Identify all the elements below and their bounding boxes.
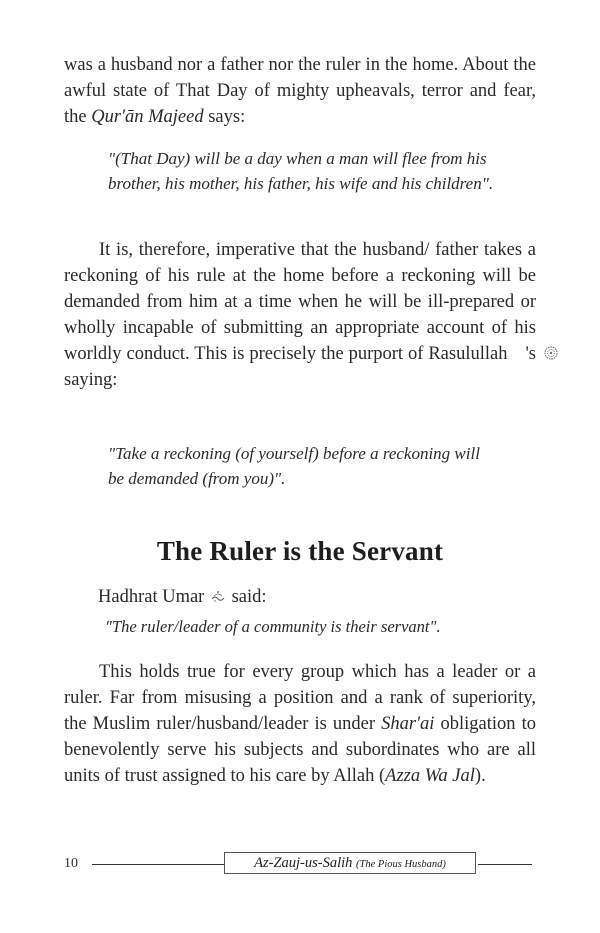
page-number: 10 bbox=[64, 856, 78, 871]
paragraph-2-text: It is, therefore, imperative that the husband/ father takes a reckoning of his rule at the home before a reckoning will be demanded from him at a time when he will be ill-prepared or wholly incapable of submitting an appropriate account of his worldly conduct. This is precisely the purport of Rasulullah bbox=[64, 240, 536, 364]
quote-hadith: "Take a reckoning (of yourself) before a reckoning will be demanded (from you)". bbox=[108, 444, 480, 488]
paragraph-4-tail: ). bbox=[474, 766, 486, 786]
radiyallahu-honorific-icon bbox=[210, 585, 226, 599]
section-heading: The Ruler is the Servant bbox=[156, 536, 444, 566]
paragraph-1-text: was a husband nor a father nor the ruler in the home. About the awful state of That Day of mighty upheavals, terror and fear, the bbox=[64, 55, 536, 127]
footer-rule-left bbox=[92, 864, 224, 865]
paragraph-3-text: Hadhrat Umar bbox=[98, 587, 205, 607]
paragraph-4-mid: obligation to benevolently serve his subjects and subordinates who are all units of trust assigned to his care by Allah ( bbox=[64, 714, 536, 786]
page-footer bbox=[64, 852, 536, 876]
quran-majeed-term: Qur'ān Majeed bbox=[91, 107, 204, 127]
paragraph-2-tail: 's saying: bbox=[64, 344, 536, 390]
running-title-box bbox=[224, 852, 476, 874]
salawat-honorific-icon bbox=[508, 342, 524, 356]
sharai-term: Shar'ai bbox=[381, 714, 435, 734]
paragraph-1-tail: says: bbox=[203, 107, 246, 127]
quote-umar: "The ruler/leader of a community is their servant". bbox=[105, 617, 441, 636]
paragraph-2 bbox=[64, 237, 536, 393]
quote-quran: "(That Day) will be a day when a man will flee from his brother, his mother, his father, his wife and his children". bbox=[108, 149, 494, 193]
azza-wa-jal-term: Azza Wa Jal bbox=[385, 766, 475, 786]
running-title: Az-Zauj-us-Salih bbox=[254, 855, 353, 871]
running-subtitle: (The Pious Husband) bbox=[356, 859, 446, 870]
paragraph-4 bbox=[64, 659, 536, 789]
footer-rule-right bbox=[478, 864, 532, 865]
paragraph-3-tail: said: bbox=[226, 587, 267, 607]
paragraph-4-text: This holds true for every group which has a leader or a ruler. Far from misusing a position and a rank of superiority, the Muslim ruler/husband/leader is under bbox=[64, 662, 536, 734]
paragraph-1 bbox=[64, 52, 536, 130]
paragraph-3 bbox=[98, 584, 498, 610]
